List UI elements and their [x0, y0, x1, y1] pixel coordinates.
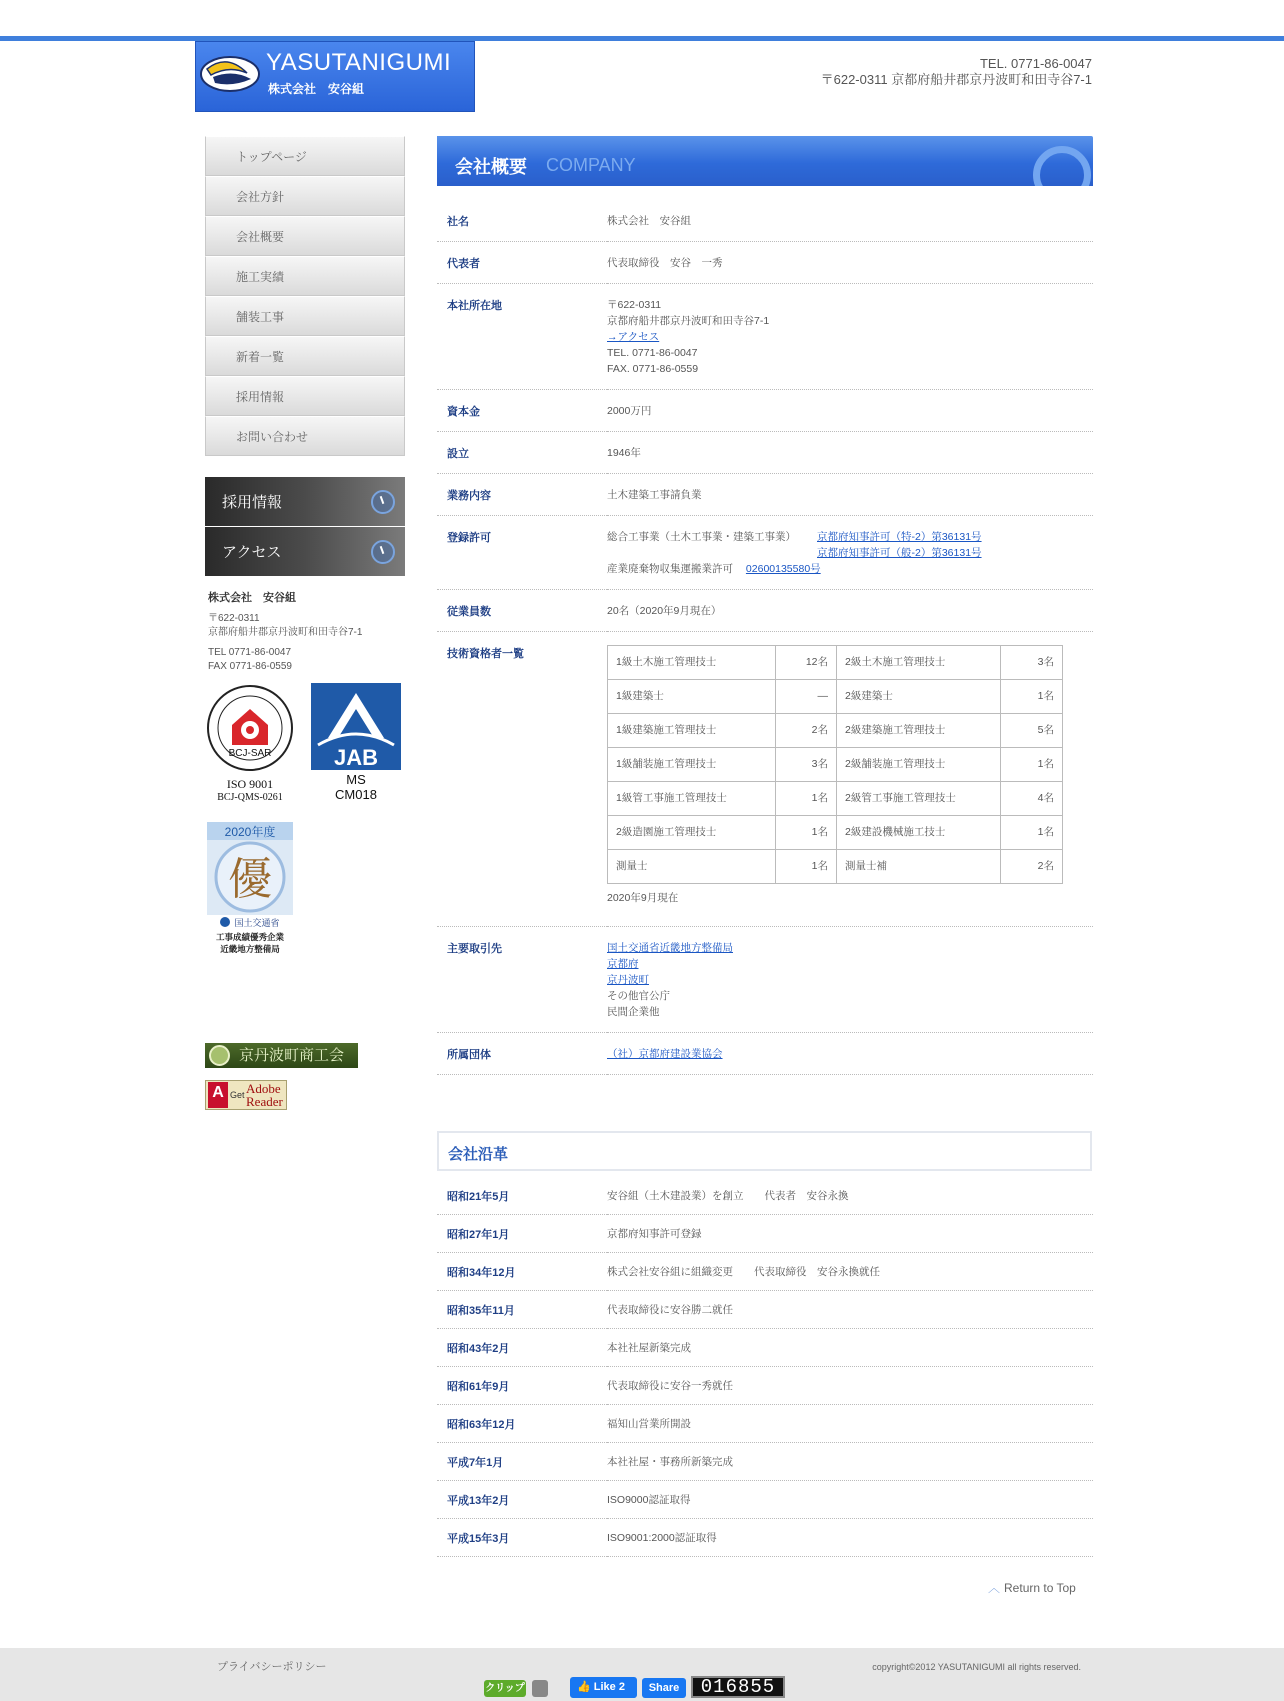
qual-name: 測量士補 [837, 850, 1001, 884]
adobe-reader-banner[interactable] [205, 1080, 287, 1110]
chamber-emblem-icon [209, 1045, 230, 1066]
row-value: 1946年 [607, 432, 1093, 474]
table-row [437, 1253, 1093, 1291]
license-waste: 産業廃棄物収集運搬業許可 [607, 563, 733, 575]
history-event: ISO9000認証取得 [607, 1481, 1093, 1519]
table-row [437, 927, 1093, 1033]
qual-name: 1級土木施工管理技士 [608, 646, 776, 680]
side-company-info [208, 591, 362, 674]
table-row [608, 680, 1063, 714]
award-line2: 近畿地方整備局 [220, 944, 280, 954]
row-value: 代表取締役 安谷 一秀 [607, 242, 1093, 284]
table-row [437, 632, 1093, 927]
table-row [437, 590, 1093, 632]
history-date: 平成7年1月 [437, 1443, 607, 1481]
logo-wordmark: YASUTANIGUMI [266, 49, 452, 76]
hq-fax: FAX. 0771-86-0559 [607, 363, 699, 375]
side-company-tel: TEL 0771-86-0047 [208, 647, 292, 658]
access-banner-label: アクセス [222, 544, 282, 561]
qual-count: 4名 [1001, 782, 1063, 816]
history-heading-label: 会社沿革 [448, 1146, 509, 1163]
qual-count: 1名 [776, 782, 837, 816]
qual-count: 2名 [776, 714, 837, 748]
row-label: 本社所在地 [437, 284, 607, 390]
table-row [608, 714, 1063, 748]
history-event: 代表取締役に安谷一秀就任 [607, 1367, 1093, 1405]
row-value [607, 927, 1093, 1033]
history-event: 安谷組（土木建設業）を創立 代表者 安谷永換 [607, 1177, 1093, 1215]
company-heading-en: COMPANY [546, 155, 636, 175]
row-label: 設立 [437, 432, 607, 474]
table-row [437, 1177, 1093, 1215]
award-year: 2020年度 [224, 825, 276, 839]
table-row [437, 390, 1093, 432]
client-link-mlit[interactable]: 国土交通省近畿地方整備局 [607, 942, 733, 954]
table-row [437, 1481, 1093, 1519]
row-value: 2000万円 [607, 390, 1093, 432]
thumbs-up-icon: 👍 [577, 1681, 591, 1693]
row-value [607, 284, 1093, 390]
jab-accreditation-mark [310, 683, 402, 803]
qual-count: — [776, 680, 837, 714]
facebook-share-button[interactable]: Share [642, 1678, 686, 1698]
top-accent-bar [0, 36, 1284, 41]
hq-address: 京都府船井郡京丹波町和田寺谷7-1 [607, 315, 770, 327]
history-date: 昭和43年2月 [437, 1329, 607, 1367]
row-label: 代表者 [437, 242, 607, 284]
row-value [607, 516, 1093, 590]
bcj-label: BCJ-SAR [228, 748, 272, 759]
table-row [437, 1367, 1093, 1405]
access-banner[interactable] [205, 527, 405, 576]
award-line1: 工事成績優秀企業 [215, 932, 285, 942]
side-company-fax: FAX 0771-86-0559 [208, 661, 292, 672]
history-event: 株式会社安谷組に組織変更 代表取締役 安谷永換就任 [607, 1253, 1093, 1291]
header-contact [821, 56, 1092, 88]
qual-count: 3名 [776, 748, 837, 782]
table-row [437, 1033, 1093, 1075]
qual-count: 2名 [1001, 850, 1063, 884]
header-address: 〒622-0311 京都府船井郡京丹波町和田寺谷7-1 [820, 72, 1092, 87]
jab-code: CM018 [335, 787, 377, 802]
history-date: 平成13年2月 [437, 1481, 607, 1519]
jab-label: JAB [333, 745, 379, 770]
table-row [437, 1405, 1093, 1443]
table-row [608, 816, 1063, 850]
nav-item-top[interactable]: トップページ [205, 136, 405, 176]
row-label: 技術資格者一覧 [437, 632, 607, 927]
row-label: 従業員数 [437, 590, 607, 632]
side-company-name: 株式会社 安谷組 [208, 592, 296, 604]
table-row [437, 516, 1093, 590]
table-row [608, 748, 1063, 782]
qual-count: 3名 [1001, 646, 1063, 680]
nav-item-policy[interactable]: 会社方針 [205, 176, 405, 216]
history-event: 福知山営業所開設 [607, 1405, 1093, 1443]
association-link[interactable]: （社）京都府建設業協会 [607, 1048, 723, 1060]
like-label: Like 2 [593, 1681, 625, 1693]
history-event: 京都府知事許可登録 [607, 1215, 1093, 1253]
license-general: 総合工事業（土木工事業・建築工事業） [607, 531, 796, 543]
hq-tel: TEL. 0771-86-0047 [607, 347, 698, 359]
kyotamba-chamber-banner[interactable] [205, 1043, 358, 1068]
quals-as-of: 2020年9月現在 [607, 892, 679, 904]
chevron-up-icon: ︿ [988, 1581, 1001, 1595]
qual-name: 2級建設機械施工技士 [837, 816, 1001, 850]
table-row [437, 432, 1093, 474]
qual-name: 2級造園施工管理技士 [608, 816, 776, 850]
logo-company-name: 株式会社 安谷組 [268, 82, 365, 96]
adobe-reader-word1: Adobe [246, 1081, 281, 1096]
company-info-table [437, 200, 1093, 1075]
client-private: 民間企業他 [607, 1006, 660, 1018]
privacy-policy-link[interactable]: プライバシーポリシー [217, 1661, 327, 1673]
award-char: 優 [228, 854, 272, 905]
return-to-top-label: Return to Top [1004, 1581, 1076, 1595]
ring-decoration-icon [1033, 146, 1091, 186]
site-logo[interactable] [195, 41, 475, 112]
main-content [437, 136, 1093, 1075]
row-value: 株式会社 安谷組 [607, 200, 1093, 242]
qual-name: 2級建築士 [837, 680, 1001, 714]
history-date: 昭和63年12月 [437, 1405, 607, 1443]
table-row [437, 1519, 1093, 1557]
arrow-circle-icon [371, 540, 395, 564]
recruit-banner-label: 採用情報 [222, 494, 283, 511]
bcj-iso-certification-mark [205, 683, 295, 803]
table-row [437, 1215, 1093, 1253]
kyotamba-chamber-label: 京丹波町商工会 [239, 1047, 345, 1064]
qualifications-table [607, 645, 1063, 884]
history-date: 昭和21年5月 [437, 1177, 607, 1215]
table-row [437, 474, 1093, 516]
side-navigation [205, 136, 405, 456]
row-label: 主要取引先 [437, 927, 607, 1033]
company-section-heading [437, 136, 1093, 186]
table-row [608, 850, 1063, 884]
iso-code: BCJ-QMS-0261 [217, 792, 283, 803]
qual-name: 2級土木施工管理技士 [837, 646, 1001, 680]
nav-item-contact[interactable]: お問い合わせ [205, 416, 405, 456]
arrow-circle-icon [371, 490, 395, 514]
yasutanigumi-emblem-icon [199, 55, 261, 93]
row-label: 業務内容 [437, 474, 607, 516]
excellence-award-badge [207, 822, 293, 957]
side-company-postal: 〒622-0311 [208, 613, 260, 624]
history-table [437, 1177, 1093, 1557]
qual-count: 12名 [776, 646, 837, 680]
client-link-kyoto[interactable]: 京都府 [607, 958, 639, 970]
row-value [607, 1033, 1093, 1075]
client-other-gov: その他官公庁 [607, 990, 670, 1002]
history-event: 本社社屋・事務所新築完成 [607, 1443, 1093, 1481]
iso-label: ISO 9001 [226, 777, 274, 791]
nav-item-works[interactable]: 施工実績 [205, 256, 405, 296]
nav-item-recruit[interactable]: 採用情報 [205, 376, 405, 416]
company-heading-jp: 会社概要 [455, 157, 527, 177]
row-value: 土木建築工事請負業 [607, 474, 1093, 516]
table-row [608, 646, 1063, 680]
qual-count: 1名 [1001, 816, 1063, 850]
qual-name: 2級舗装施工管理技士 [837, 748, 1001, 782]
evernote-icon[interactable] [532, 1680, 548, 1697]
history-date: 昭和27年1月 [437, 1215, 607, 1253]
qual-name: 1級管工事施工管理技士 [608, 782, 776, 816]
license-waste-link[interactable]: 02600135580号 [745, 563, 821, 575]
qual-name: 2級管工事施工管理技士 [837, 782, 1001, 816]
table-row [437, 200, 1093, 242]
return-to-top-link[interactable] [988, 1579, 1076, 1596]
qual-count: 1名 [776, 816, 837, 850]
clip-button[interactable]: クリップ [484, 1680, 526, 1697]
nav-item-company[interactable]: 会社概要 [205, 216, 405, 256]
history-event: 代表取締役に安谷勝二就任 [607, 1291, 1093, 1329]
license-link-general[interactable]: 京都府知事許可（般-2）第36131号 [817, 547, 982, 559]
row-label: 社名 [437, 200, 607, 242]
table-row [437, 1443, 1093, 1481]
jab-ms: MS [346, 772, 366, 787]
table-row [437, 242, 1093, 284]
nav-item-paving[interactable]: 舗装工事 [205, 296, 405, 336]
nav-item-news[interactable]: 新着一覧 [205, 336, 405, 376]
facebook-like-button[interactable] [570, 1677, 637, 1698]
history-section-heading [437, 1131, 1092, 1171]
qual-count: 1名 [776, 850, 837, 884]
header-tel: TEL. 0771-86-0047 [979, 56, 1092, 71]
award-ministry: 国土交通省 [234, 918, 280, 928]
history-date: 平成15年3月 [437, 1519, 607, 1557]
row-value: 20名（2020年9月現在） [607, 590, 1093, 632]
qual-count: 1名 [1001, 680, 1063, 714]
qual-count: 1名 [1001, 748, 1063, 782]
qual-name: 1級舗装施工管理技士 [608, 748, 776, 782]
adobe-reader-label [246, 1082, 283, 1108]
adobe-reader-word2: Reader [246, 1094, 283, 1109]
table-row [437, 1291, 1093, 1329]
recruit-banner[interactable] [205, 477, 405, 526]
table-row [437, 284, 1093, 390]
license-link-special[interactable]: 京都府知事許可（特-2）第36131号 [817, 531, 982, 543]
side-company-address: 京都府船井郡京丹波町和田寺谷7-1 [208, 627, 363, 638]
history-event: ISO9001:2000認証取得 [607, 1519, 1093, 1557]
qual-name: 2級建築施工管理技士 [837, 714, 1001, 748]
adobe-logo-icon: A [208, 1082, 228, 1108]
history-date: 昭和35年11月 [437, 1291, 607, 1329]
qual-name: 1級建築士 [608, 680, 776, 714]
hq-access-link[interactable]: →アクセス [607, 331, 660, 343]
qual-name: 1級建築施工管理技士 [608, 714, 776, 748]
client-link-kyotamba[interactable]: 京丹波町 [607, 974, 649, 986]
history-date: 昭和61年9月 [437, 1367, 607, 1405]
row-label: 資本金 [437, 390, 607, 432]
qual-count: 5名 [1001, 714, 1063, 748]
qual-name: 測量士 [608, 850, 776, 884]
history-date: 昭和34年12月 [437, 1253, 607, 1291]
row-label: 登録許可 [437, 516, 607, 590]
table-row [437, 1329, 1093, 1367]
visitor-counter: 016855 [691, 1676, 785, 1698]
table-row [608, 782, 1063, 816]
history-event: 本社社屋新築完成 [607, 1329, 1093, 1367]
copyright-text: copyright©2012 YASUTANIGUMI all rights reserved. [872, 1662, 1081, 1672]
row-label: 所属団体 [437, 1033, 607, 1075]
hq-postal: 〒622-0311 [607, 299, 662, 311]
row-value [607, 632, 1093, 927]
adobe-get-label: Get [230, 1090, 245, 1100]
